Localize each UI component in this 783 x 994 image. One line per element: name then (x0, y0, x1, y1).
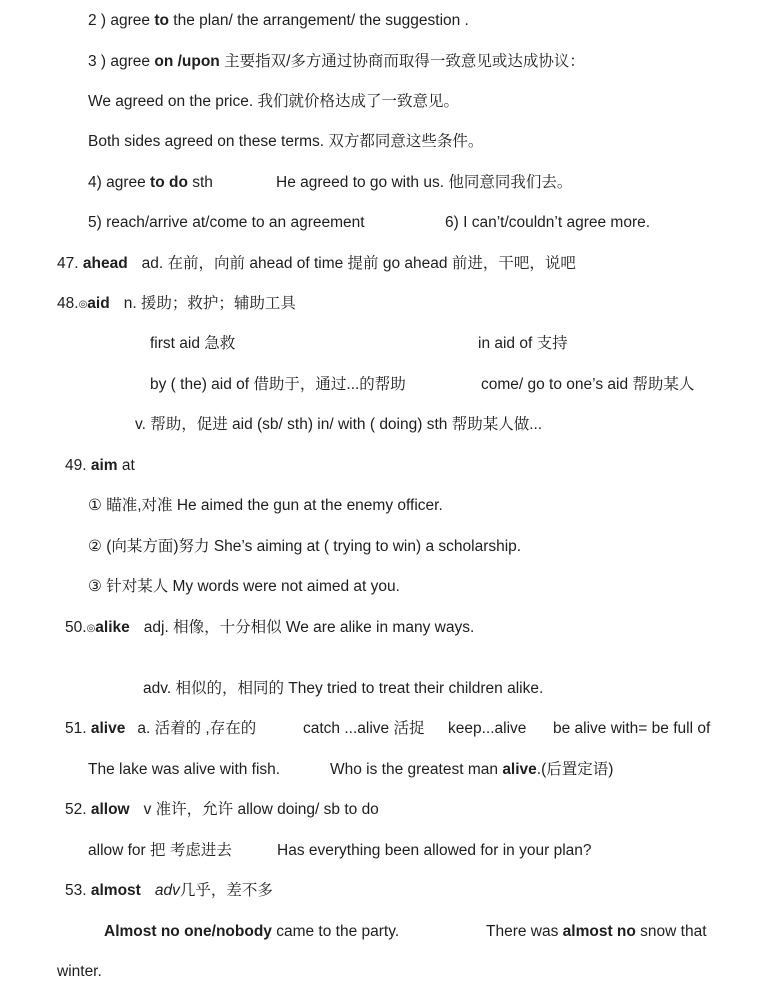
definition: v. 帮助，促进 aid (sb/ sth) in/ with ( doing) sth 帮助某人做... (135, 416, 543, 433)
example-sentence: He agreed to go with us. 他同意同我们去。 (276, 174, 573, 191)
text: at (117, 457, 135, 474)
phrase: 6) I can’t/couldn’t agree more. (445, 214, 651, 231)
sense-2: ② (向某方面)努力 She’s aiming at ( trying to win) a scholarship. (88, 538, 522, 555)
phrase: allow for 把 考虑进去 (88, 842, 232, 859)
entry-52-allow (65, 800, 379, 820)
example-sentence (486, 922, 707, 942)
example-sentence: Has everything been allowed for in your plan? (277, 842, 592, 859)
bold-text: to do (150, 174, 188, 191)
entry-53-almost (65, 881, 273, 901)
bold-text: Almost no one/nobody (104, 923, 272, 940)
example-sentence: The lake was alive with fish. (88, 761, 281, 778)
text: the plan/ the arrangement/ the suggestion . (169, 12, 469, 29)
text: There was (486, 923, 563, 940)
text: .(后置定语) (536, 761, 614, 778)
phrase: by ( the) aid of 借助于，通过...的帮助 (150, 376, 406, 393)
headword: almost (90, 882, 141, 899)
phrase: keep...alive (448, 720, 527, 737)
entry-number: 48. (57, 295, 79, 312)
entry-49-aim (65, 456, 135, 476)
definition: v 准许，允许 allow doing/ sb to do (143, 801, 379, 818)
phrase: 5) reach/arrive at/come to an agreement (88, 214, 365, 231)
text: snow that (635, 923, 707, 940)
entry-number: 50. (65, 619, 87, 636)
line-agree-to-do (88, 173, 213, 193)
definition: adv. 相似的，相同的 They tried to treat their children alike. (143, 680, 544, 697)
text: 3 ) agree (88, 53, 155, 70)
phrase: catch ...alive 活捉 (303, 720, 425, 737)
sense-1: ① 瞄准,对准 He aimed the gun at the enemy officer. (88, 497, 443, 514)
entry-number: 53. (65, 882, 91, 899)
entry-47-ahead (57, 254, 576, 274)
headword: ahead (82, 255, 128, 272)
entry-number: 47. (57, 255, 83, 272)
definition: 几乎，差不多 (179, 882, 273, 899)
phrase: in aid of 支持 (478, 335, 568, 352)
entry-51-alive (65, 719, 256, 739)
entry-50-alike (65, 618, 474, 639)
entry-48-aid (57, 294, 296, 315)
definition: adj. 相像，十分相似 We are alike in many ways. (143, 619, 475, 636)
phrase: be alive with= be full of (553, 720, 711, 737)
bold-text: to (154, 12, 169, 29)
example-sentence: Both sides agreed on these terms. 双方都同意这些条件。 (88, 133, 484, 150)
headword: alike (95, 619, 130, 636)
circle-mark-icon: ◎ (78, 299, 88, 310)
line-agree-on (88, 52, 585, 72)
definition: a. 活着的 ,存在的 (137, 720, 257, 737)
headword: aim (90, 457, 118, 474)
sense-3: ③ 针对某人 My words were not aimed at you. (88, 578, 400, 595)
line-agree-to (88, 11, 469, 31)
part-of-speech: adv (154, 882, 180, 899)
bold-text: alive (502, 761, 537, 778)
definition: ad. 在前，向前 ahead of time 提前 go ahead 前进，干吧，说吧 (141, 255, 576, 272)
entry-number: 49. (65, 457, 91, 474)
text: came to the party. (271, 923, 400, 940)
headword: allow (90, 801, 130, 818)
entry-number: 52. (65, 801, 91, 818)
example-sentence (104, 922, 399, 942)
text: Who is the greatest man (330, 761, 503, 778)
phrase: come/ go to one’s aid 帮助某人 (481, 376, 695, 393)
definition: n. 援助；救护；辅助工具 (123, 295, 296, 312)
headword: alive (90, 720, 126, 737)
text: 2 ) agree (88, 12, 155, 29)
text: 4) agree (88, 174, 151, 191)
example-sentence (330, 760, 613, 780)
phrase: first aid 急救 (150, 335, 236, 352)
headword: aid (87, 295, 110, 312)
entry-number: 51. (65, 720, 91, 737)
text: 主要指双/多方通过协商而取得一致意见或达成协议： (219, 53, 585, 70)
example-sentence: We agreed on the price. 我们就价格达成了一致意见。 (88, 93, 459, 110)
text: sth (187, 174, 213, 191)
bold-text: on /upon (154, 53, 220, 70)
bold-text: almost no (562, 923, 636, 940)
example-sentence: winter. (57, 963, 102, 980)
circle-mark-icon: ◎ (86, 623, 96, 634)
